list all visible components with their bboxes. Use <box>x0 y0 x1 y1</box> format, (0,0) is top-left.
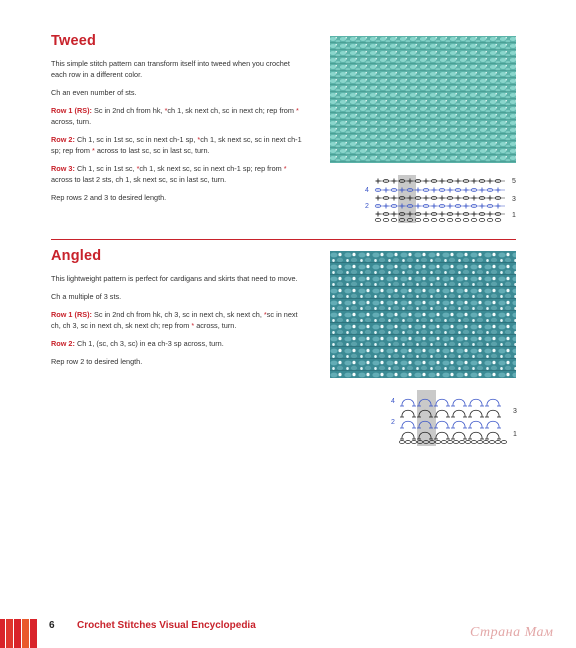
ch3-loop-symbol <box>436 432 448 439</box>
foundation-ch-symbol <box>435 441 440 444</box>
tweed-stitch-chart <box>360 173 520 225</box>
foundation-ch-symbol <box>415 218 421 221</box>
row-text: across, turn. <box>51 117 92 126</box>
repeat-star: * <box>197 135 201 144</box>
foundation-ch-symbol <box>447 441 452 444</box>
row-text: ch 1, sk next ch, sc in next ch; rep from <box>167 106 296 115</box>
ch3-loop-symbol <box>487 421 499 428</box>
angled-stitch-chart <box>388 388 523 448</box>
foundation-ch-symbol <box>441 441 446 444</box>
row-label: Row 2: <box>51 339 75 348</box>
repeat-star: * <box>136 164 140 173</box>
ch3-loop-symbol <box>453 410 465 417</box>
page-number: 6 <box>49 620 55 631</box>
row-text: sc in next ch, ch 3, sc in next ch, sk next ch; rep from <box>51 310 298 330</box>
ch3-loop-symbol <box>436 421 448 428</box>
tweed-row-2 <box>51 134 307 156</box>
ch3-loop-symbol <box>402 432 414 439</box>
repeat-star: * <box>295 106 299 115</box>
foundation-ch-symbol <box>411 441 416 444</box>
foundation-ch-symbol <box>487 218 493 221</box>
chart-row-number-3: 3 <box>513 408 517 415</box>
footer-bar <box>0 619 5 648</box>
watermark: Страна Мам <box>470 625 554 640</box>
repeat-star: * <box>191 321 195 330</box>
row-label: Row 3: <box>51 164 75 173</box>
angled-row-2 <box>51 338 307 349</box>
ch3-loop-symbol <box>470 432 482 439</box>
row-text: across to last 2 sts, ch 1, sk next sc, sc in last sc, turn. <box>51 175 227 184</box>
chart-row-number-2: 2 <box>391 419 395 426</box>
repeat-highlight <box>417 390 436 446</box>
book-title: Crochet Stitches Visual Encyclopedia <box>77 620 256 631</box>
ch3-loop-symbol <box>470 421 482 428</box>
tweed-row-1 <box>51 105 307 127</box>
footer-bar <box>30 619 37 648</box>
foundation-ch-symbol <box>479 218 485 221</box>
foundation-ch-symbol <box>495 441 500 444</box>
angled-swatch-photo <box>330 251 516 378</box>
row-text: ch 1, sk next sc, sc in next ch-1 sp; rep from <box>51 135 302 155</box>
foundation-ch-symbol <box>465 441 470 444</box>
tweed-section <box>51 33 307 210</box>
ch3-loop-symbol <box>402 410 414 417</box>
chart-row-number-1: 1 <box>512 212 516 219</box>
foundation-ch-symbol <box>501 441 506 444</box>
repeat-star: * <box>164 106 168 115</box>
foundation-ch-symbol <box>391 218 397 221</box>
section-divider <box>51 239 516 240</box>
angled-repeat-instruction: Rep row 2 to desired length. <box>51 357 143 366</box>
foundation-ch-symbol <box>375 218 381 221</box>
footer-bar <box>6 619 13 648</box>
footer-bar <box>14 619 21 648</box>
row-text: Sc in 2nd ch from hk, <box>91 106 165 115</box>
foundation-ch-symbol <box>477 441 482 444</box>
foundation-ch-symbol <box>495 218 501 221</box>
foundation-ch-symbol <box>463 218 469 221</box>
tweed-intro: This simple stitch pattern can transform itself into tweed when you crochet each row in a different color. <box>51 59 290 79</box>
ch3-loop-symbol <box>453 421 465 428</box>
row-text: Ch 1, sc in 1st sc, <box>74 164 137 173</box>
angled-section <box>51 248 307 374</box>
tweed-title: Tweed <box>51 33 97 49</box>
chart-row-number-1: 1 <box>513 431 517 438</box>
ch3-loop-symbol <box>436 399 448 406</box>
foundation-ch-symbol <box>439 218 445 221</box>
footer-bar <box>22 619 29 648</box>
tweed-swatch-photo <box>330 36 516 163</box>
row-text: across, turn. <box>194 321 237 330</box>
foundation-ch-symbol <box>399 441 404 444</box>
chart-row-number-2: 2 <box>365 203 369 210</box>
row-text: ch 1, sk next sc, sc in next ch-1 sp; rep from <box>139 164 284 173</box>
angled-chain-instruction: Ch a multiple of 3 sts. <box>51 292 122 301</box>
angled-title: Angled <box>51 248 102 264</box>
repeat-star: * <box>283 164 287 173</box>
foundation-ch-symbol <box>455 218 461 221</box>
foundation-ch-symbol <box>447 218 453 221</box>
ch3-loop-symbol <box>402 399 414 406</box>
ch3-loop-symbol <box>402 421 414 428</box>
angled-row-1 <box>51 309 307 331</box>
foundation-ch-symbol <box>423 218 429 221</box>
foundation-ch-symbol <box>383 218 389 221</box>
row-label: Row 1 (RS): <box>51 310 92 319</box>
tweed-chain-instruction: Ch an even number of sts. <box>51 88 137 97</box>
chart-row-number-4: 4 <box>391 398 395 405</box>
foundation-ch-symbol <box>483 441 488 444</box>
row-text: across to last sc, sc in last sc, turn. <box>94 146 210 155</box>
tweed-repeat-instruction: Rep rows 2 and 3 to desired length. <box>51 193 167 202</box>
angled-intro: This lightweight pattern is perfect for cardigans and skirts that need to move. <box>51 274 298 283</box>
foundation-ch-symbol <box>471 441 476 444</box>
row-text: Sc in 2nd ch from hk, ch 3, sc in next ch, sk next ch, <box>91 310 264 319</box>
ch3-loop-symbol <box>453 432 465 439</box>
ch3-loop-symbol <box>453 399 465 406</box>
ch3-loop-symbol <box>436 410 448 417</box>
ch3-loop-symbol <box>470 399 482 406</box>
row-label: Row 2: <box>51 135 75 144</box>
foundation-ch-symbol <box>471 218 477 221</box>
ch3-loop-symbol <box>470 410 482 417</box>
ch3-loop-symbol <box>487 432 499 439</box>
foundation-ch-symbol <box>453 441 458 444</box>
foundation-ch-symbol <box>459 441 464 444</box>
ch3-loop-symbol <box>487 410 499 417</box>
ch3-loop-symbol <box>487 399 499 406</box>
repeat-star: * <box>263 310 267 319</box>
row-text: Ch 1, sc in 1st sc, sc in next ch-1 sp, <box>74 135 198 144</box>
chart-row-number-5: 5 <box>512 178 516 185</box>
foundation-ch-symbol <box>405 441 410 444</box>
tweed-row-3 <box>51 163 307 185</box>
foundation-ch-symbol <box>431 218 437 221</box>
repeat-star: * <box>91 146 95 155</box>
chart-row-number-4: 4 <box>365 187 369 194</box>
row-text: Ch 1, (sc, ch 3, sc) in ea ch-3 sp across, turn. <box>74 339 224 348</box>
row-label: Row 1 (RS): <box>51 106 92 115</box>
foundation-ch-symbol <box>489 441 494 444</box>
chart-row-number-3: 3 <box>512 196 516 203</box>
